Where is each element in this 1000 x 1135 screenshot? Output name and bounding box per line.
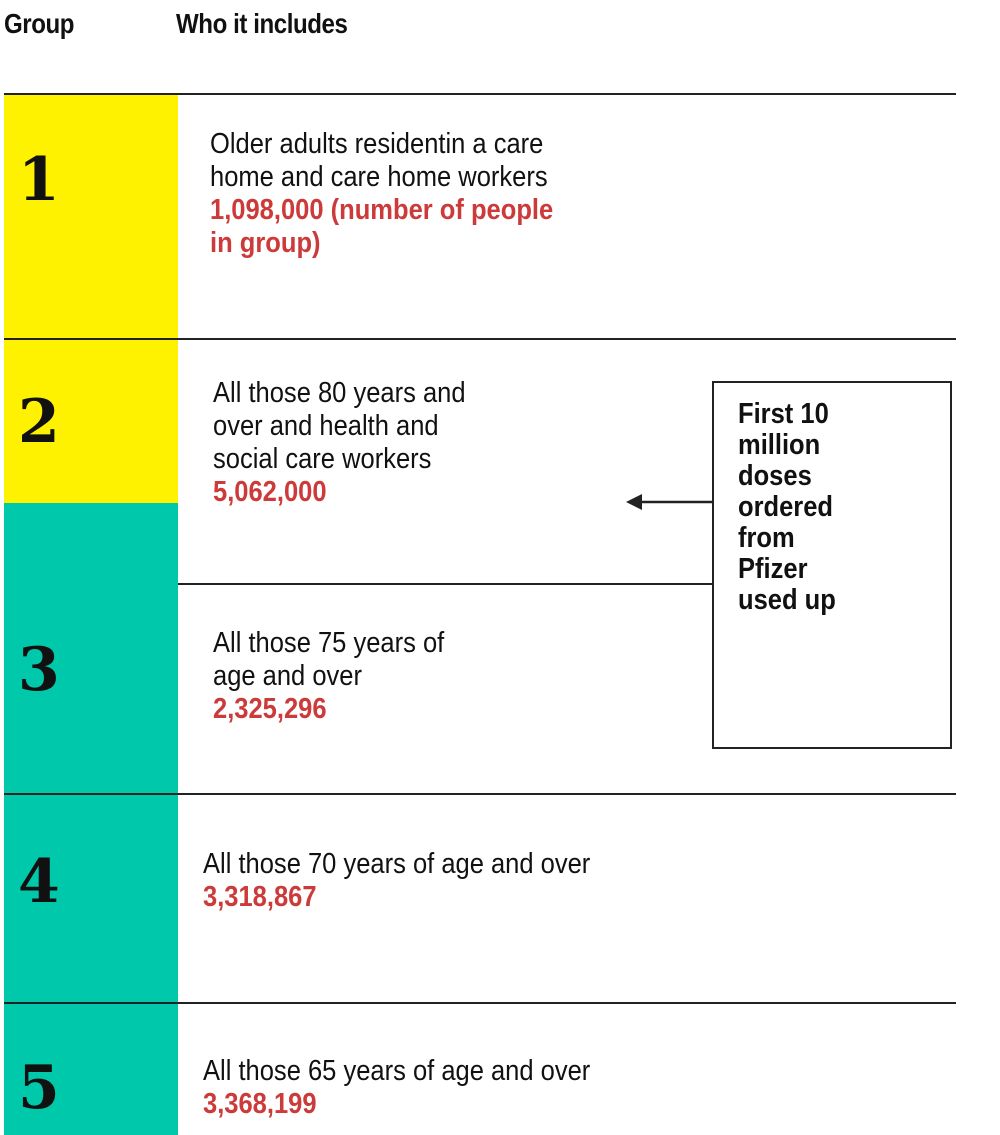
group-count: 1,098,000 (number of people [210,194,554,226]
divider-4-5 [4,1002,956,1004]
group-number-2: 2 [18,387,60,457]
group-3-description [213,627,444,726]
description-line: All those 70 years of age and over [203,848,591,880]
description-line: over and health and [213,410,439,442]
callout-line: used up [738,584,836,616]
callout-line: from [738,522,795,554]
group-column-header: Group [4,8,75,39]
description-line: All those 75 years of [213,627,445,659]
group-count: 5,062,000 [213,476,327,508]
group-count: in group) [210,227,321,259]
group-5-description [203,1055,590,1121]
description-line: age and over [213,660,362,692]
description-line: home and care home workers [210,161,548,193]
divider-top [4,93,956,95]
who-column-header: Who it includes [176,8,348,39]
group-count: 3,368,199 [203,1088,317,1120]
description-line: Older adults residentin a care [210,128,544,160]
group-1-description [210,128,553,260]
description-line: All those 65 years of age and over [203,1055,591,1087]
callout-line: Pfizer [738,553,808,585]
callout-line: First 10 [738,398,829,430]
callout-line: ordered [738,491,834,523]
description-line: All those 80 years and [213,377,466,409]
group-number-1: 1 [18,145,60,215]
group-count: 3,318,867 [203,881,317,913]
divider-1-2 [4,338,956,340]
group-4-description [203,848,590,914]
teal-band [4,503,178,1135]
group-2-description [213,377,466,509]
callout-line: doses [738,460,812,492]
divider-3-4 [4,793,956,795]
callout-line: million [738,429,821,461]
group-number-5: 5 [18,1053,60,1123]
group-number-4: 4 [18,847,60,917]
description-line: social care workers [213,443,432,475]
callout-box [712,381,952,749]
group-number-3: 3 [18,635,60,705]
arrow-left-icon [626,490,716,514]
divider-2-3 [178,583,712,585]
group-count: 2,325,296 [213,693,327,725]
callout-text [738,399,836,616]
